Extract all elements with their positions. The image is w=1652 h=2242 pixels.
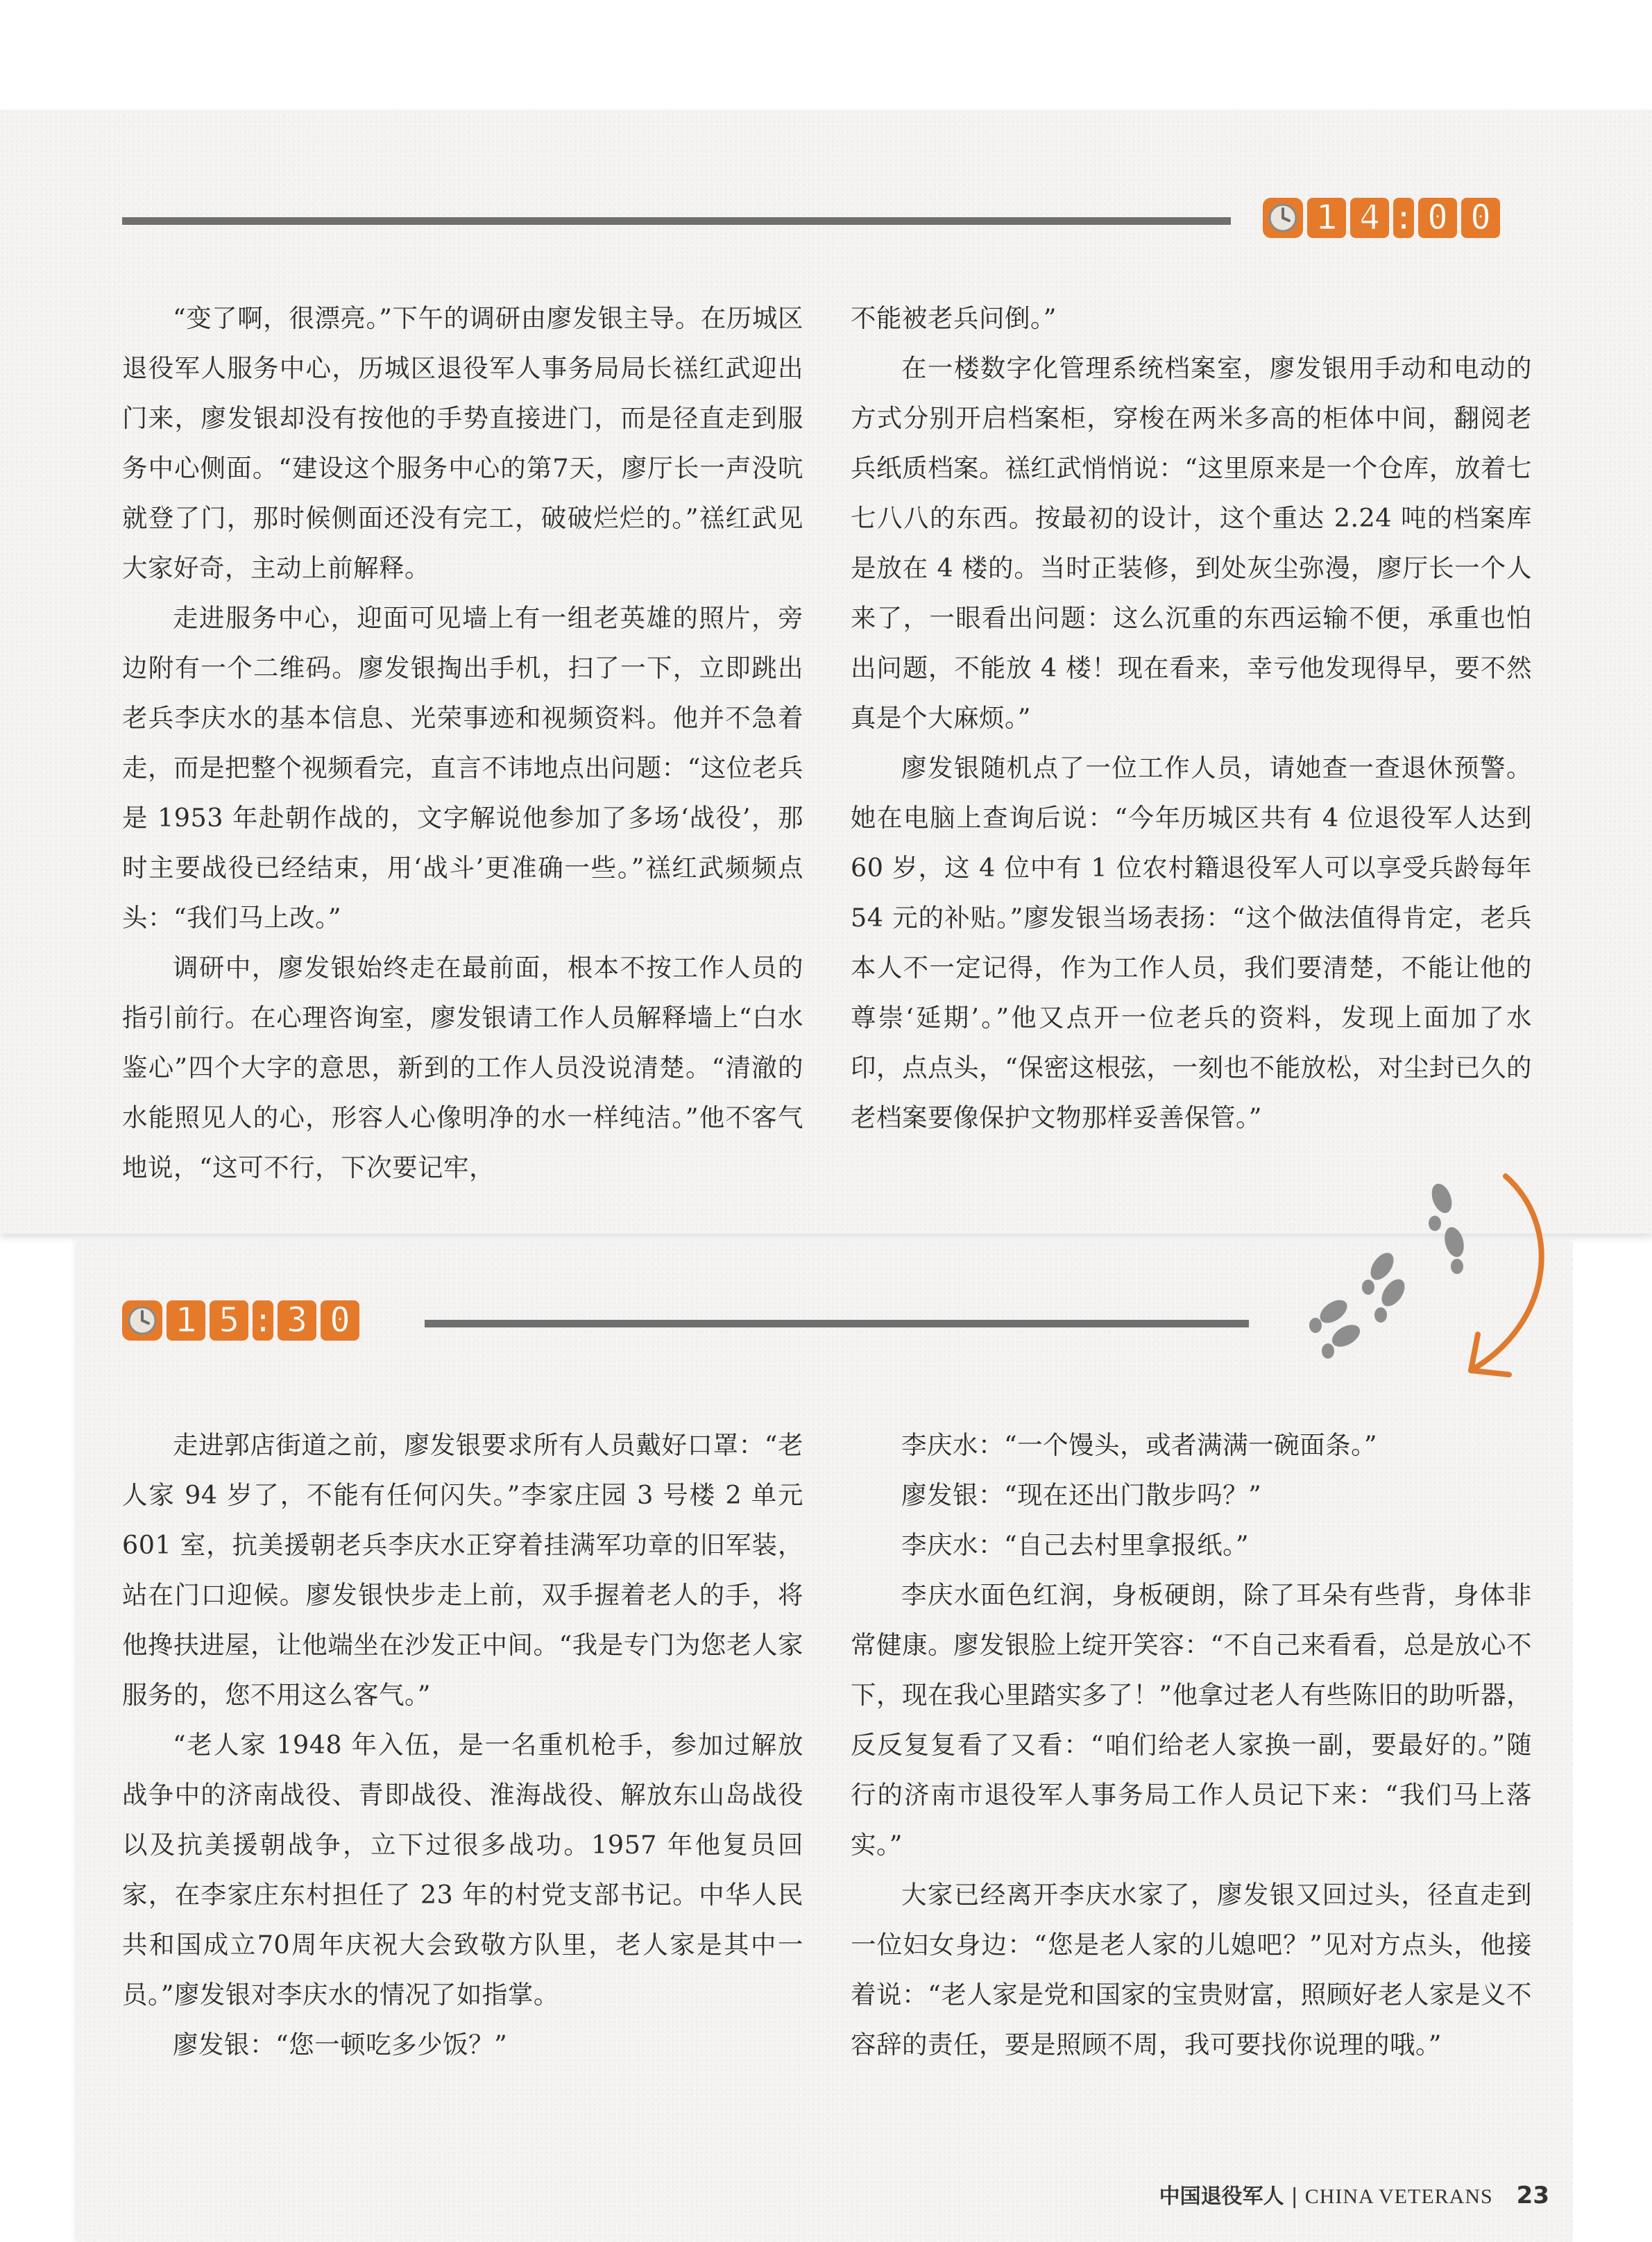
section2-right-column xyxy=(851,1420,1532,2070)
section1-time-badge xyxy=(1263,198,1500,238)
curved-arrow-icon xyxy=(1471,1176,1542,1375)
time-digit: 1 xyxy=(167,1300,205,1341)
paragraph: 不能被老兵问倒。” xyxy=(851,303,1057,333)
paragraph: “变了啊，很漂亮。”下午的调研由廖发银主导。在历城区退役军人服务中心，历城区退役军人事务局局长禚红武迎出门来，廖发银却没有按他的手势直接进门，而是径直走到服务中心侧面。“建设这个服务中心的第7天，廖厅长一声没吭就登了门，那时候侧面还没有完工，破破烂烂的。”禚红武见大家好奇，主动上前解释。 xyxy=(122,303,803,583)
paragraph: 李庆水：“自己去村里拿报纸。” xyxy=(901,1530,1250,1560)
time-digit: 3 xyxy=(278,1300,316,1341)
time-digit: 1 xyxy=(1307,198,1346,238)
section1-left-column xyxy=(122,294,803,1193)
footsteps-icon xyxy=(1270,1169,1561,1391)
clock-icon xyxy=(1263,198,1303,238)
paragraph: 走进郭店街道之前，廖发银要求所有人员戴好口罩：“老人家 94 岁了，不能有任何闪失。”李家庄园 3 号楼 2 单元 601 室，抗美援朝老兵李庆水正穿着挂满军功章的旧军装，站在门口迎候。廖发银快步走上前，双手握着老人的手，将他搀扶进屋，让他端坐在沙发正中间。“我是专门为您老人家服务的，您不用这么客气。” xyxy=(122,1430,803,1710)
page-footer xyxy=(1159,2179,1549,2209)
section1-rule xyxy=(122,217,1231,225)
time-colon: : xyxy=(252,1300,274,1341)
section1-right-column xyxy=(851,294,1532,1143)
time-digit: 5 xyxy=(210,1300,248,1341)
time-digit: 0 xyxy=(1461,198,1500,238)
paragraph: 走进服务中心，迎面可见墙上有一组老英雄的照片，旁边附有一个二维码。廖发银掏出手机，扫了一下，立即跳出老兵李庆水的基本信息、光荣事迹和视频资料。他并不急着走，而是把整个视频看完，直言不讳地点出问题：“这位老兵是 1953 年赴朝作战的，文字解说他参加了多场‘战役’，那时主要战役已经结束，用‘战斗’更准确一些。”禚红武频频点头：“我们马上改。” xyxy=(122,603,803,933)
paragraph: 调研中，廖发银始终走在最前面，根本不按工作人员的指引前行。在心理咨询室，廖发银请工作人员解释墙上“白水鉴心”四个大字的意思，新到的工作人员没说清楚。“清澈的水能照见人的心，形容人心像明净的水一样纯洁。”他不客气地说，“这可不行，下次要记牢， xyxy=(122,953,803,1182)
time-colon: : xyxy=(1393,197,1415,239)
paragraph: 李庆水：“一个馒头，或者满满一碗面条。” xyxy=(901,1430,1378,1460)
time-digit: 4 xyxy=(1350,198,1389,238)
time-digit: 0 xyxy=(321,1300,359,1341)
paragraph: 廖发银随机点了一位工作人员，请她查一查退休预警。她在电脑上查询后说：“今年历城区共有 4 位退役军人达到 60 岁，这 4 位中有 1 位农村籍退役军人可以享受兵龄每年 54 元的补贴。”廖发银当场表扬：“这个做法值得肯定，老兵本人不一定记得，作为工作人员，我们要清楚，不能让他的尊崇‘延期’。”他又点开一位老兵的资料，发现上面加了水印，点点头，“保密这根弦，一刻也不能放松，对尘封已久的老档案要像保护文物那样妥善保管。” xyxy=(851,753,1532,1132)
section2-rule xyxy=(425,1320,1249,1327)
time-digit: 0 xyxy=(1418,198,1457,238)
paragraph: 大家已经离开李庆水家了，廖发银又回过头，径直走到一位妇女身边：“您是老人家的儿媳吧？”见对方点头，他接着说：“老人家是党和国家的宝贵财富，照顾好老人家是义不容辞的责任，要是照顾不周，我可要找你说理的哦。” xyxy=(851,1880,1532,2060)
magazine-name: 中国退役军人 xyxy=(1159,2184,1284,2209)
footer-separator: | xyxy=(1291,2184,1298,2209)
magazine-english-name: CHINA VETERANS xyxy=(1304,2185,1493,2208)
section2-time-badge xyxy=(122,1300,359,1341)
paragraph: 李庆水面色红润，身板硬朗，除了耳朵有些背，身体非常健康。廖发银脸上绽开笑容：“不自己来看看，总是放心不下，现在我心里踏实多了！”他拿过老人有些陈旧的助听器，反反复复看了又看：“咱们给老人家换一副，要最好的。”随行的济南市退役军人事务局工作人员记下来：“我们马上落实。” xyxy=(851,1580,1532,1860)
clock-icon xyxy=(122,1300,162,1341)
paragraph: 廖发银：“您一顿吃多少饭？” xyxy=(173,2030,508,2060)
paragraph: 廖发银：“现在还出门散步吗？” xyxy=(901,1480,1262,1510)
paragraph: 在一楼数字化管理系统档案室，廖发银用手动和电动的方式分别开启档案柜，穿梭在两米多高的柜体中间，翻阅老兵纸质档案。禚红武悄悄说：“这里原来是一个仓库，放着七七八八的东西。按最初的设计，这个重达 2.24 吨的档案库是放在 4 楼的。当时正装修，到处灰尘弥漫，廖厅长一个人来了，一眼看出问题：这么沉重的东西运输不便，承重也怕出问题，不能放 4 楼！现在看来，幸亏他发现得早，要不然真是个大麻烦。” xyxy=(851,353,1532,733)
section2-left-column xyxy=(122,1420,803,2070)
page-number: 23 xyxy=(1516,2182,1549,2209)
paragraph: “老人家 1948 年入伍，是一名重机枪手，参加过解放战争中的济南战役、青即战役、淮海战役、解放东山岛战役以及抗美援朝战争，立下过很多战功。1957 年他复员回家，在李家庄东村担任了 23 年的村党支部书记。中华人民共和国成立70周年庆祝大会致敬方队里，老人家是其中一员。”廖发银对李庆水的情况了如指掌。 xyxy=(122,1730,803,2010)
